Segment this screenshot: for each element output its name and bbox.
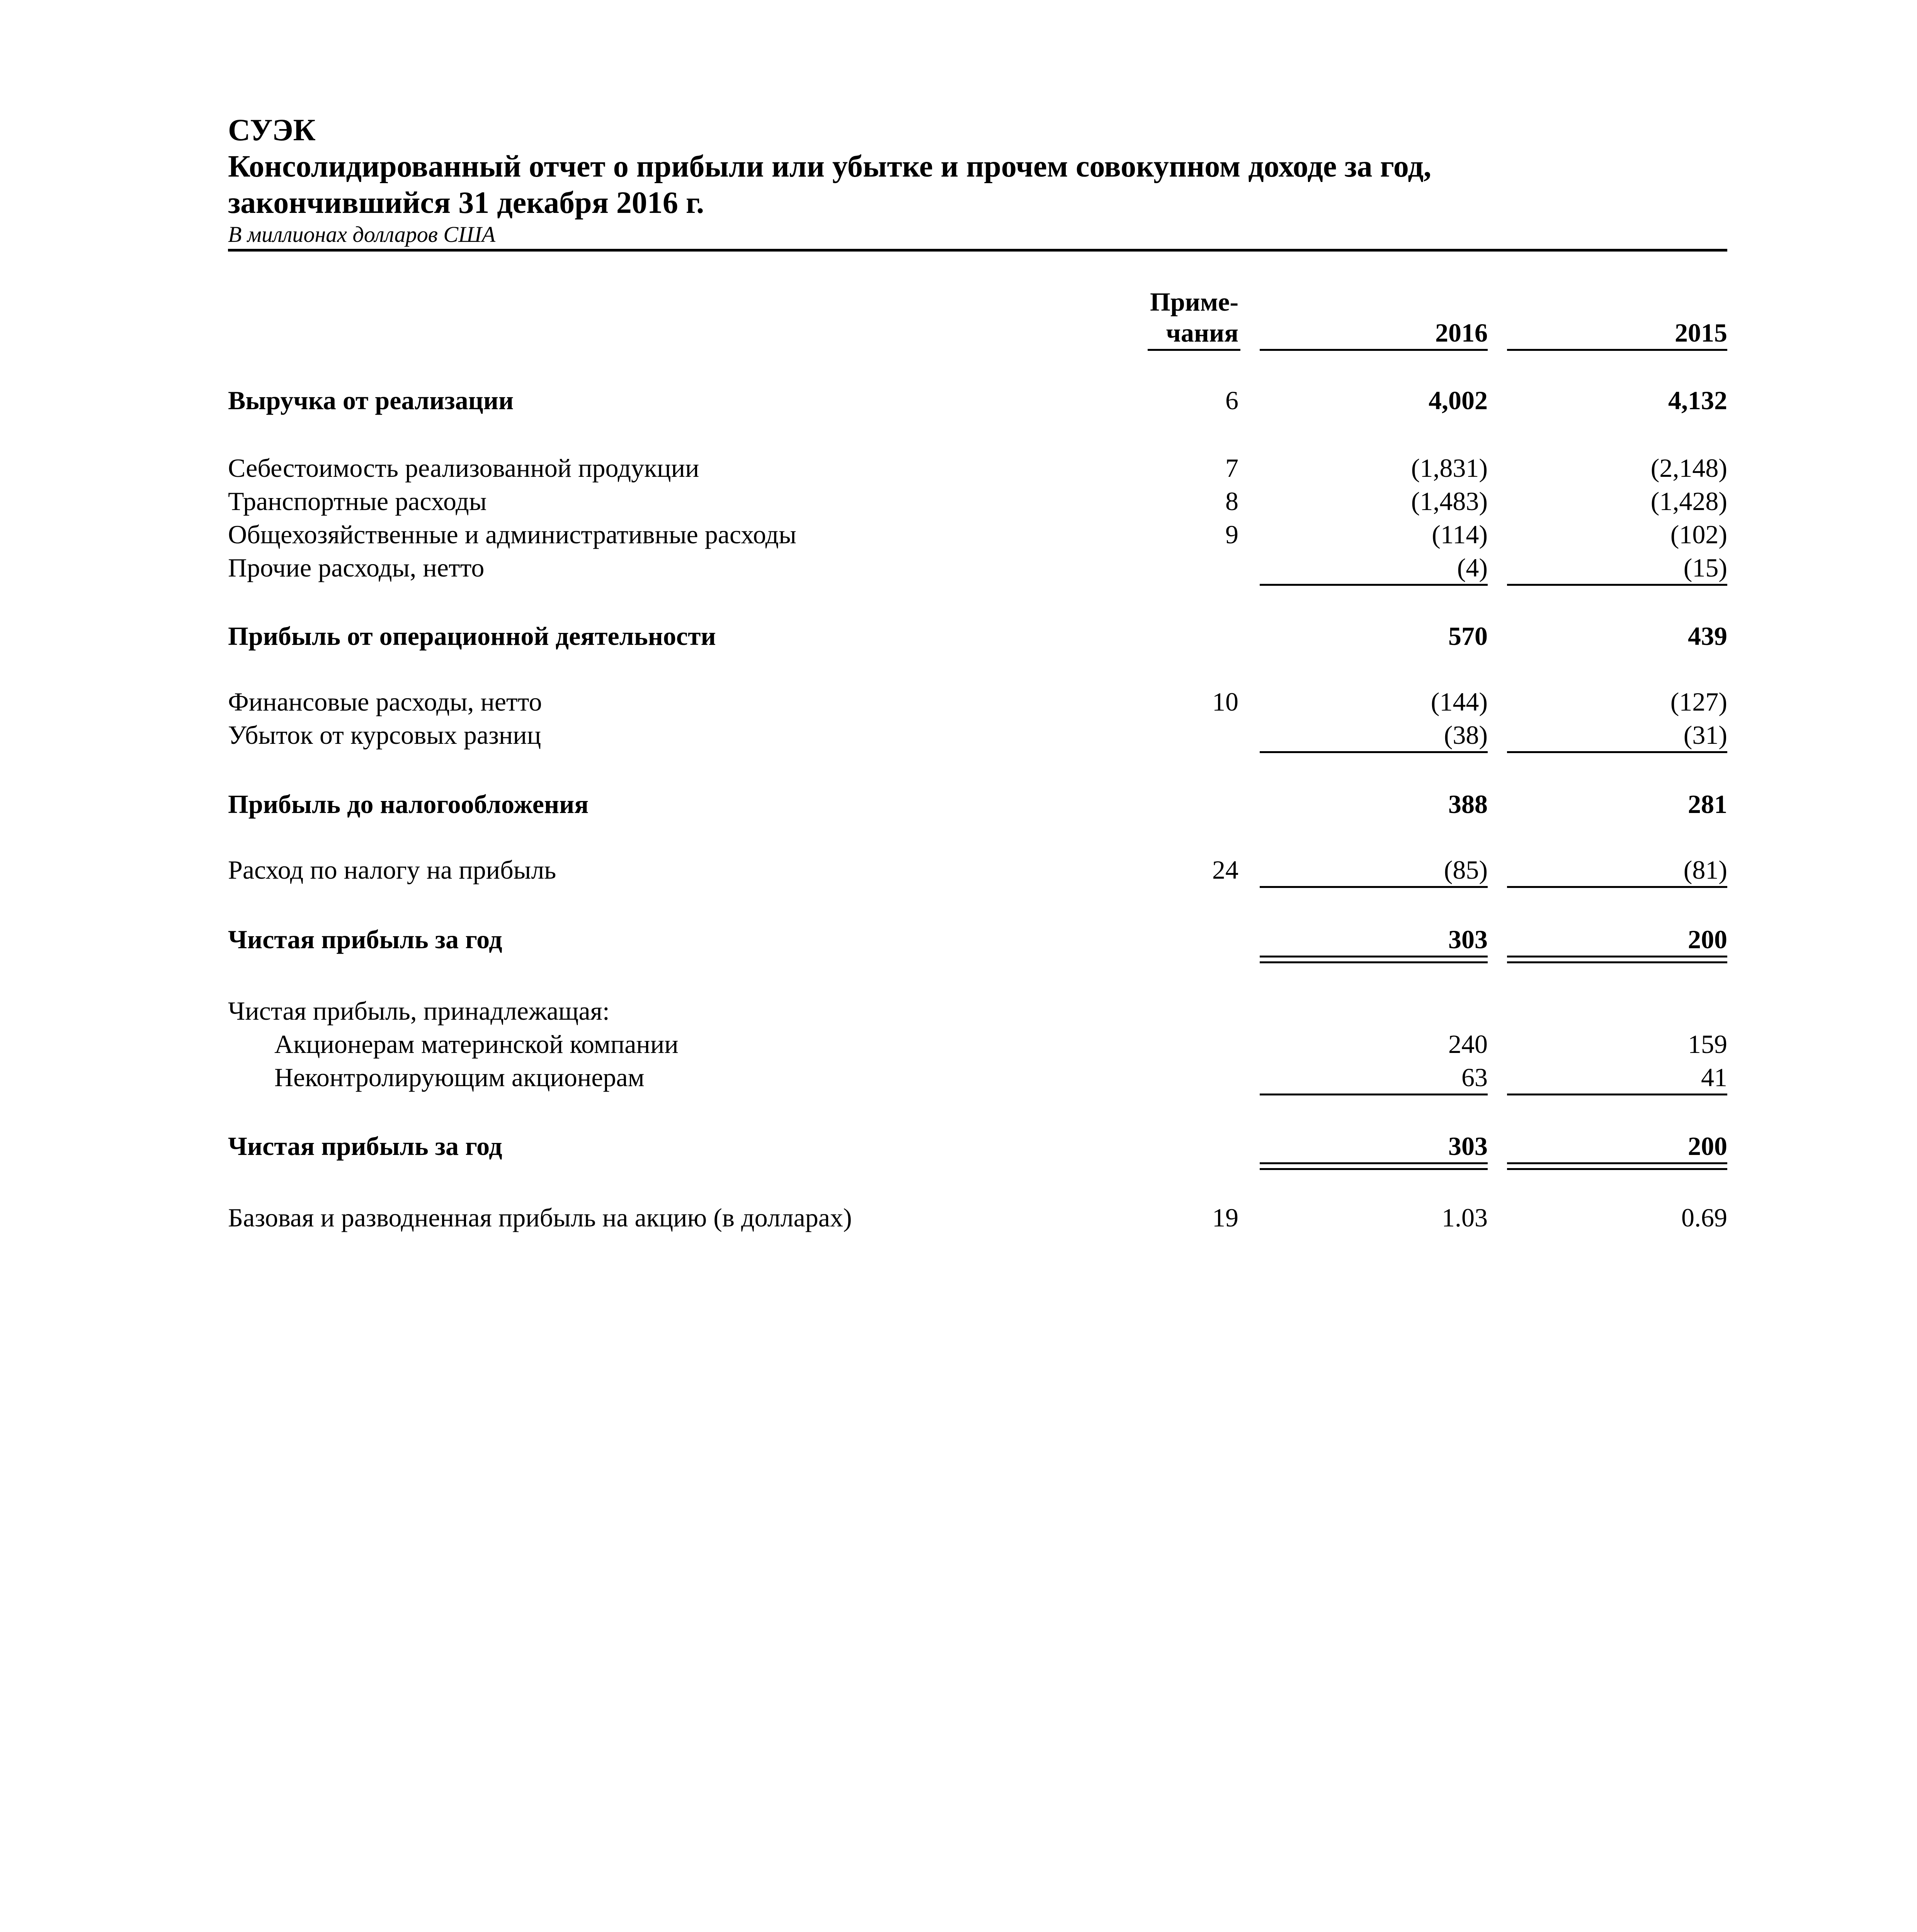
row-2016-income-tax: (85) — [1444, 855, 1488, 884]
year-2015-header: 2015 — [1675, 318, 1727, 347]
total-double-underline-2015 — [1507, 1162, 1727, 1170]
units-caption: В миллионах долларов США — [228, 222, 496, 247]
row-2015-transport: (1,428) — [1650, 486, 1727, 516]
row-note-eps: 19 — [1212, 1203, 1238, 1232]
row-2015-parent-shareholders: 159 — [1688, 1029, 1727, 1059]
row-label-parent-shareholders: Акционерам материнской компании — [274, 1029, 679, 1059]
row-2016-net-profit-total: 303 — [1448, 1131, 1488, 1161]
row-2015-profit-before-tax: 281 — [1688, 789, 1727, 819]
subtotal-underline-2016 — [1260, 584, 1488, 586]
total-double-underline-2016 — [1260, 1162, 1488, 1170]
notes-column-header-line1: Приме- — [1150, 287, 1238, 316]
statement-title-line1: Консолидированный отчет о прибыли или убытке и прочем совокупном доходе за год, — [228, 150, 1431, 184]
header-divider — [228, 249, 1727, 252]
row-2016-admin: (114) — [1432, 520, 1488, 549]
row-label-finance-costs: Финансовые расходы, нетто — [228, 687, 542, 716]
row-2015-income-tax: (81) — [1683, 855, 1727, 884]
row-label-admin: Общехозяйственные и административные расходы — [228, 520, 796, 549]
row-note-admin: 9 — [1225, 520, 1238, 549]
row-label-eps: Базовая и разводненная прибыль на акцию (в долларах) — [228, 1203, 852, 1232]
row-2015-other-expenses: (15) — [1683, 553, 1727, 582]
row-label-other-expenses: Прочие расходы, нетто — [228, 553, 485, 582]
company-name: СУЭК — [228, 113, 316, 147]
row-2016-other-expenses: (4) — [1457, 553, 1488, 582]
year-2016-header: 2016 — [1435, 318, 1488, 347]
row-2015-finance-costs: (127) — [1670, 687, 1727, 716]
row-label-transport: Транспортные расходы — [228, 486, 487, 516]
statement-title-line2: закончившийся 31 декабря 2016 г. — [228, 186, 704, 220]
row-2015-fx-loss: (31) — [1683, 720, 1727, 750]
row-2015-non-controlling: 41 — [1701, 1063, 1727, 1092]
row-2016-cost-of-sales: (1,831) — [1411, 453, 1488, 483]
subtotal-underline-2015 — [1507, 584, 1727, 586]
row-2015-net-profit-total: 200 — [1688, 1131, 1727, 1161]
subtotal-underline-2016 — [1260, 886, 1488, 888]
row-2015-revenue: 4,132 — [1668, 386, 1727, 415]
statement-page — [228, 112, 1727, 1256]
row-note-cost-of-sales: 7 — [1225, 453, 1238, 483]
row-label-net-profit-total: Чистая прибыль за год — [228, 1131, 502, 1161]
row-2015-admin: (102) — [1670, 520, 1727, 549]
row-2016-transport: (1,483) — [1411, 486, 1488, 516]
subtotal-underline-2016 — [1260, 1094, 1488, 1095]
row-2015-cost-of-sales: (2,148) — [1650, 453, 1727, 483]
row-note-finance-costs: 10 — [1212, 687, 1238, 716]
row-label-net-profit: Чистая прибыль за год — [228, 925, 502, 954]
row-2015-eps: 0.69 — [1681, 1203, 1727, 1232]
row-2016-parent-shareholders: 240 — [1448, 1029, 1488, 1059]
year-2015-header-underline — [1507, 349, 1727, 351]
subtotal-underline-2015 — [1507, 751, 1727, 753]
row-2016-operating-profit: 570 — [1448, 621, 1488, 651]
row-label-revenue: Выручка от реализации — [228, 386, 514, 415]
row-note-transport: 8 — [1225, 486, 1238, 516]
row-2015-operating-profit: 439 — [1688, 621, 1727, 651]
row-label-cost-of-sales: Себестоимость реализованной продукции — [228, 453, 699, 483]
subtotal-underline-2016 — [1260, 751, 1488, 753]
total-double-underline-2015 — [1507, 956, 1727, 963]
income-statement-table — [228, 252, 1727, 1256]
total-double-underline-2016 — [1260, 956, 1488, 963]
row-label-attributable: Чистая прибыль, принадлежащая: — [228, 996, 610, 1026]
subtotal-underline-2015 — [1507, 886, 1727, 888]
row-note-revenue: 6 — [1225, 386, 1238, 415]
row-2016-eps: 1.03 — [1442, 1203, 1488, 1232]
row-note-income-tax: 24 — [1212, 855, 1238, 884]
row-2016-non-controlling: 63 — [1461, 1063, 1488, 1092]
row-2016-finance-costs: (144) — [1431, 687, 1488, 716]
row-label-fx-loss: Убыток от курсовых разниц — [228, 720, 541, 750]
row-label-non-controlling: Неконтролирующим акционерам — [274, 1063, 645, 1092]
subtotal-underline-2015 — [1507, 1094, 1727, 1095]
row-label-income-tax: Расход по налогу на прибыль — [228, 855, 556, 884]
row-2015-net-profit: 200 — [1688, 925, 1727, 954]
row-2016-revenue: 4,002 — [1429, 386, 1488, 415]
row-2016-profit-before-tax: 388 — [1448, 789, 1488, 819]
row-2016-net-profit: 303 — [1448, 925, 1488, 954]
row-2016-fx-loss: (38) — [1444, 720, 1488, 750]
row-label-operating-profit: Прибыль от операционной деятельности — [228, 621, 716, 651]
year-2016-header-underline — [1260, 349, 1488, 351]
notes-header-underline — [1148, 349, 1240, 351]
notes-column-header-line2: чания — [1166, 318, 1238, 347]
row-label-profit-before-tax: Прибыль до налогообложения — [228, 789, 589, 819]
